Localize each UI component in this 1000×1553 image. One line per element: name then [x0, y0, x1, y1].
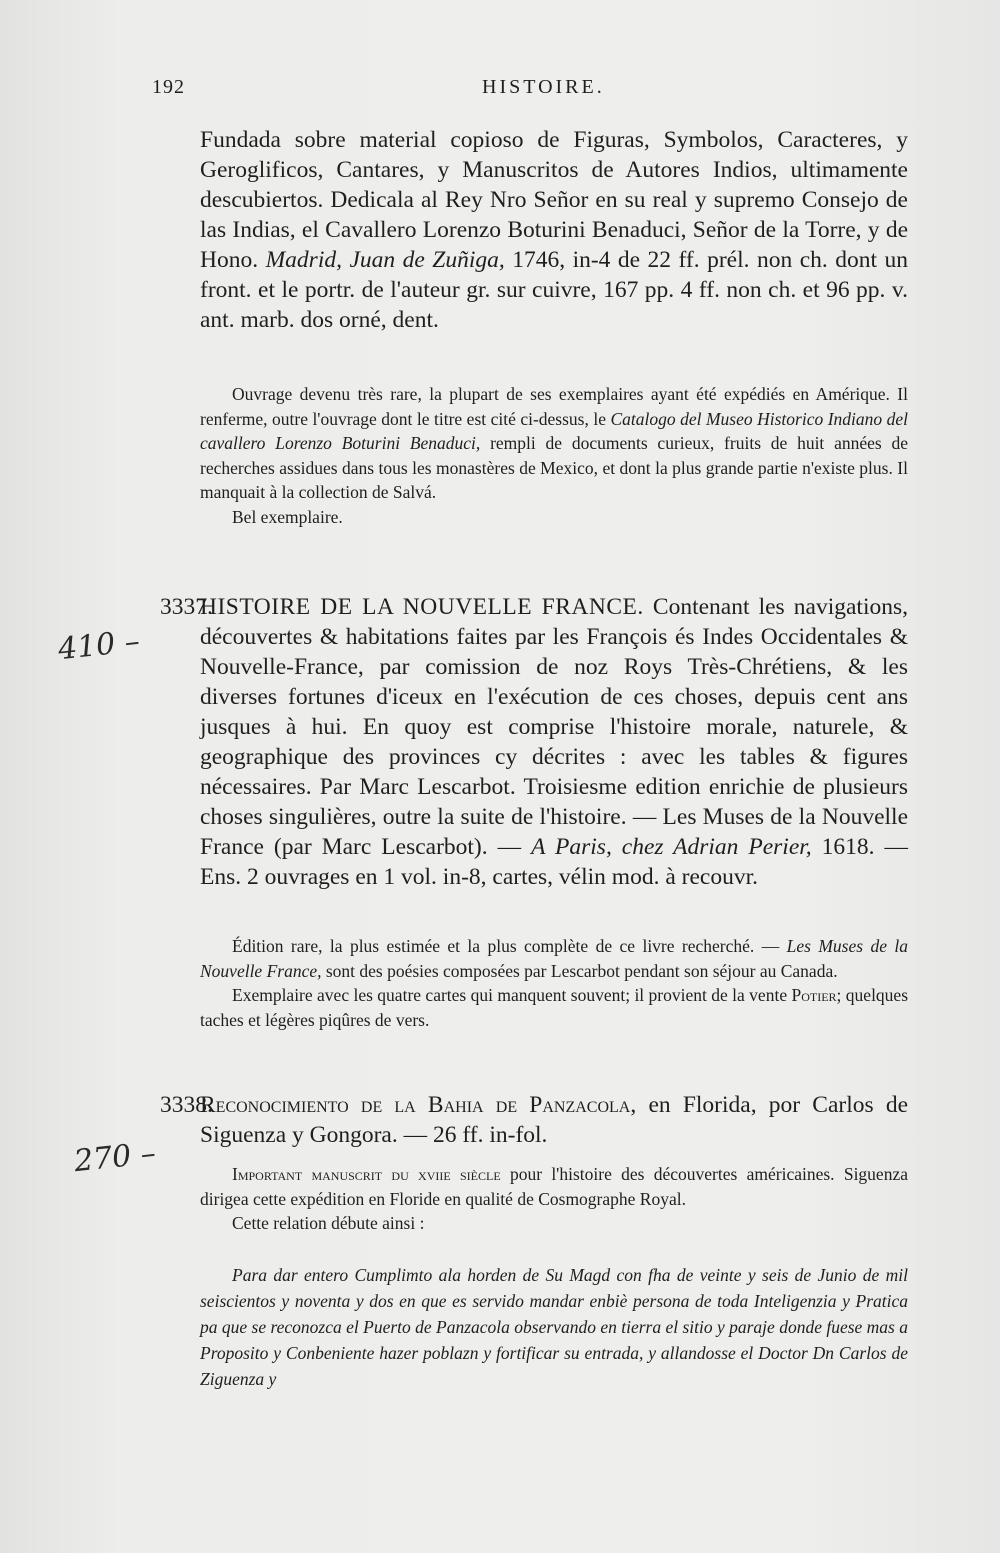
continuation-tail: 1746, in-4 de 22 ff. prél. non ch. dont un front. et le portr. de l'auteur gr. sur cuivre, 167 pp. 4 ff. non ch. et 96 pp. v. ant. marb. dos orné, dent. [200, 247, 909, 333]
running-head: HISTOIRE. [482, 76, 605, 98]
entry-title: Reconocimiento de la Bahia de Panzacola, [200, 1092, 637, 1118]
note-lescarbot [200, 934, 908, 1032]
continuation-imprint: Madrid, Juan de Zuñiga, [265, 247, 505, 273]
note-text: Édition rare, la plus estimée et la plus complète de ce livre recherché. — [232, 936, 780, 956]
entry-continuation [200, 125, 908, 335]
entry-3337 [160, 592, 909, 892]
entry-title: HISTOIRE DE LA NOUVELLE FRANCE. [200, 594, 644, 620]
note-text: sont des poésies composées par Lescarbot pendant son séjour au Canada. [325, 960, 838, 981]
note-text: Ouvrage devenu très rare, la plupart de ses exemplaires ayant été expédiés en Amérique. Il renferme, outre l'ouvrage dont le titre est cité ci-dessus, le [200, 384, 908, 429]
entry-text: en Florida, por Carlos de Siguenza y Gongora. — 26 ff. in-fol. [200, 1092, 909, 1148]
page-header [0, 76, 1000, 106]
note-text: ; quelques taches et légères piqûres de vers. [200, 985, 909, 1030]
entry-3338 [160, 1090, 909, 1150]
continuation-text: Fundada sobre material copioso de Figuras, Symbolos, Caracteres, y Geroglificos, Cantares, y Manuscritos de Autores Indios, ultimamente descubiertos. Dedicala al Rey Nro Señor en su real y supremo Consejo de las Indias, el Cavallero Lorenzo Boturini Benaduci, Señor de la Torre, y de Hono. [200, 127, 908, 273]
quote-text: Para dar entero Cumplimto ala horden de Su Magd con fha de veinte y seis de Junio de mil seiscientos y noventa y dos en que es servido mandar enbiè persona de toda Inteligenzia y Pratica pa que se reconozca el Puerto de Panzacola observando en tierra el sitio y paraje donde fuese mas a Proposito y Conbeniente hazer poblazn y fortificar su entrada, y allandosse el Doctor Dn Carlos de Ziguenza y [200, 1265, 908, 1389]
note-bel-exemplaire: Bel exemplaire. [232, 506, 343, 527]
entry-number: 3337. [160, 594, 213, 620]
page-number: 192 [152, 76, 185, 98]
entry-number: 3338. [160, 1092, 213, 1118]
note-siguenza [200, 1162, 908, 1236]
entry-imprint: A Paris, chez Adrian Perier, [531, 834, 812, 860]
note-boturini [200, 382, 908, 529]
note-smallcaps: Important manuscrit du xviie siècle [232, 1164, 501, 1184]
note-potier: Potier [791, 985, 837, 1005]
note-italic: Catalogo del Museo Historico Indiano del cavallero Lorenzo Boturini Benaduci, [200, 408, 908, 453]
entry-text: Contenant les navigations, découvertes & habitations faites par les François és Indes Occidentales & Nouvelle-France, par comission de noz Roys Très-Chrétiens, & les diverses fortunes d'iceux en l'exécution de ces choses, depuis cent ans jusques à hui. En quoy est comprise l'histoire morale, naturele, & geographique des provinces cy décrites : avec les tables & figures nécessaires. Par Marc Lescarbot. Troisiesme edition enrichie de plusieurs choses singulières, outre la suite de l'histoire. — Les Muses de la Nouvelle France (par Marc Lescarbot). — [200, 594, 909, 860]
note-text: Cette relation débute ainsi : [232, 1213, 425, 1233]
note-text: Exemplaire avec les quatre cartes qui manquent souvent; il provient de la vente [232, 985, 788, 1005]
note-italic: Les Muses de la Nouvelle France, [200, 936, 909, 981]
entry-tail: 1618. — Ens. 2 ouvrages en 1 vol. in-8, cartes, vélin mod. à recouvr. [200, 834, 909, 890]
note-text: rempli de documents curieux, fruits de huit années de recherches assidues dans tous les monastères de Mexico, et dont la plus grande partie n'existe plus. Il manquait à la collection de Salvá. [200, 433, 908, 502]
quote-siguenza [200, 1262, 908, 1392]
margin-price-3337: 410 – [56, 623, 142, 668]
margin-price-3338: 270 – [72, 1135, 158, 1180]
note-text: pour l'histoire des découvertes américaines. Siguenza dirigea cette expédition en Floride en qualité de Cosmographe Royal. [200, 1164, 908, 1209]
